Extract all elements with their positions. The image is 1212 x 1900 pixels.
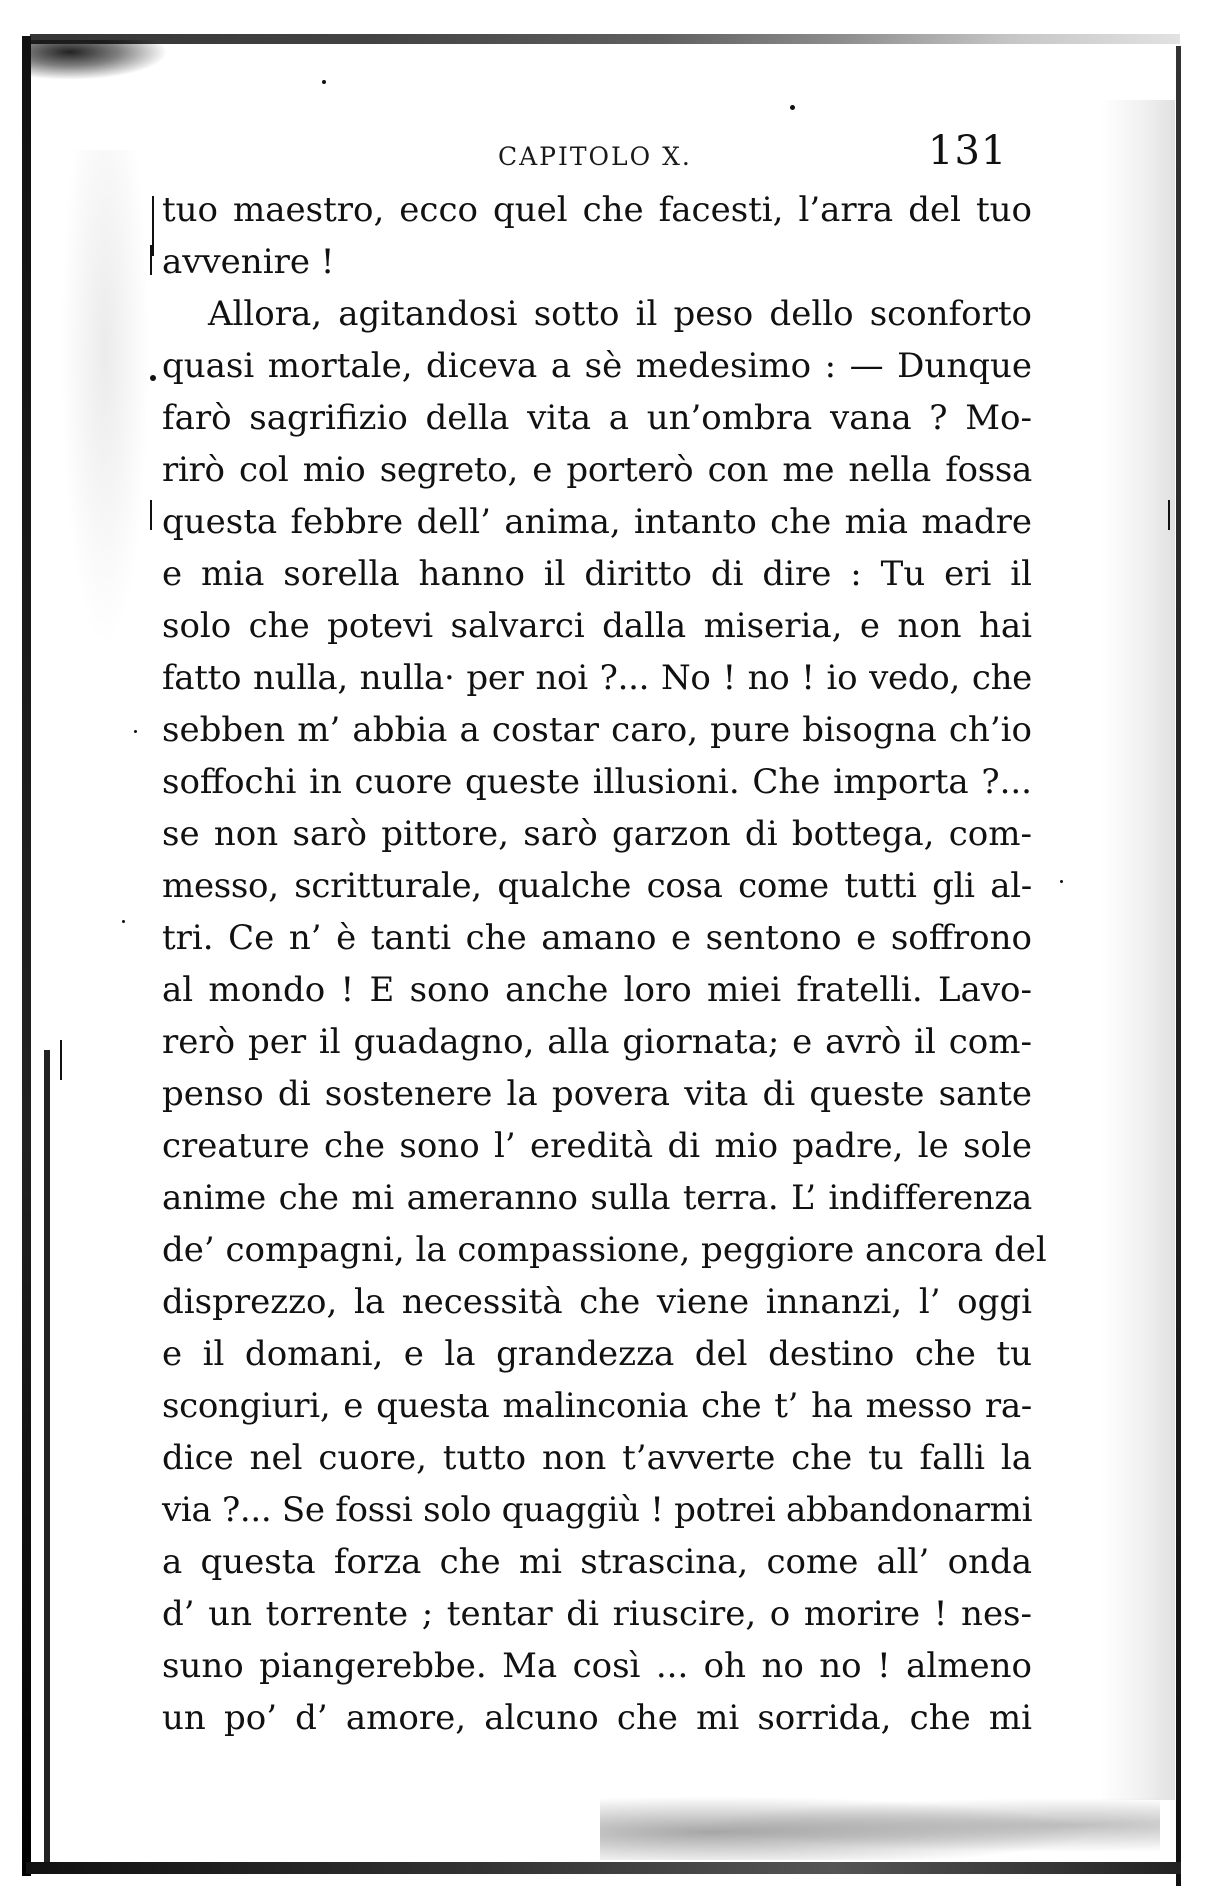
scan-smudge	[28, 40, 168, 80]
text-line: e mia sorella hanno il diritto di dire : Tu eri il	[162, 554, 1032, 594]
margin-mark	[1168, 500, 1170, 530]
scan-edge-bottom	[26, 1862, 1181, 1874]
text-line: tuo maestro, ecco quel che facesti, l’arra del tuo	[162, 190, 1032, 230]
margin-dot	[122, 920, 125, 923]
scan-edge-left	[22, 36, 31, 1876]
margin-mark	[60, 1040, 62, 1080]
scan-noise-right	[1100, 100, 1175, 1800]
text-line: al mondo ! E sono anche loro miei fratelli. Lavo-	[162, 970, 1032, 1010]
text-line: tri. Ce n’ è tanti che amano e sentono e soffrono	[162, 918, 1032, 958]
margin-dot	[150, 375, 156, 381]
text-line: disprezzo, la necessità che viene innanzi, l’ oggi	[162, 1282, 1032, 1322]
text-line: d’ un torrente ; tentar di riuscire, o morire ! nes-	[162, 1594, 1032, 1634]
text-line: avvenire !	[162, 242, 335, 282]
text-line: soffochi in cuore queste illusioni. Che importa ?...	[162, 762, 1032, 802]
margin-mark	[152, 196, 154, 256]
text-line: via ?... Se fossi solo quaggiù ! potrei abbandonarmi	[162, 1490, 1033, 1530]
text-line: se non sarò pittore, sarò garzon di bottega, com-	[162, 814, 1032, 854]
text-line: solo che potevi salvarci dalla miseria, e non hai	[162, 606, 1032, 646]
text-line: penso di sostenere la povera vita di queste sante	[162, 1074, 1032, 1114]
text-line: suno piangerebbe. Ma così ... oh no no ! almeno	[162, 1646, 1032, 1686]
page-text	[162, 184, 1047, 1744]
scan-edge-left-inner	[44, 1050, 50, 1870]
text-line: messo, scritturale, qualche cosa come tutti gli al-	[162, 866, 1032, 906]
text-line: sebben m’ abbia a costar caro, pure bisogna ch’io	[162, 710, 1032, 750]
text-line: a questa forza che mi strascina, come all’ onda	[162, 1542, 1032, 1582]
margin-dot	[322, 80, 326, 84]
text-line: Allora, agitandosi sotto il peso dello sconforto	[208, 294, 1032, 334]
text-line: rerò per il guadagno, alla giornata; e avrò il com-	[162, 1022, 1032, 1062]
scan-edge-top	[30, 34, 1180, 44]
text-line: fatto nulla, nulla· per noi ?... No ! no ! io vedo, che	[162, 658, 1032, 698]
text-line: scongiuri, e questa malinconia che t’ ha messo ra-	[162, 1386, 1032, 1426]
text-line: de’ compagni, la compassione, peggiore ancora del	[162, 1230, 1047, 1270]
text-line: creature che sono l’ eredità di mio padre, le sole	[162, 1126, 1032, 1166]
text-line: quasi mortale, diceva a sè medesimo : — Dunque	[162, 346, 1032, 386]
scan-edge-right	[1176, 46, 1181, 1886]
text-line: rirò col mio segreto, e porterò con me nella fossa	[162, 450, 1032, 490]
running-head: CAPITOLO X.	[498, 142, 692, 171]
page-number: 131	[928, 128, 1008, 174]
margin-dot	[790, 105, 795, 110]
text-line: e il domani, e la grandezza del destino che tu	[162, 1334, 1032, 1374]
text-line: dice nel cuore, tutto non t’avverte che tu falli la	[162, 1438, 1032, 1478]
text-line: un po’ d’ amore, alcuno che mi sorrida, che mi	[162, 1698, 1032, 1738]
margin-mark	[150, 245, 152, 275]
margin-mark	[150, 500, 152, 530]
scan-noise-bottom	[600, 1790, 1160, 1860]
margin-dot	[134, 730, 137, 733]
scan-noise-left	[60, 150, 150, 650]
margin-dot	[1060, 880, 1063, 883]
text-line: farò sagrifizio della vita a un’ombra vana ? Mo-	[162, 398, 1032, 438]
text-line: questa febbre dell’ anima, intanto che mia madre	[162, 502, 1032, 542]
text-line: anime che mi ameranno sulla terra. L’ indifferenza	[162, 1178, 1032, 1218]
